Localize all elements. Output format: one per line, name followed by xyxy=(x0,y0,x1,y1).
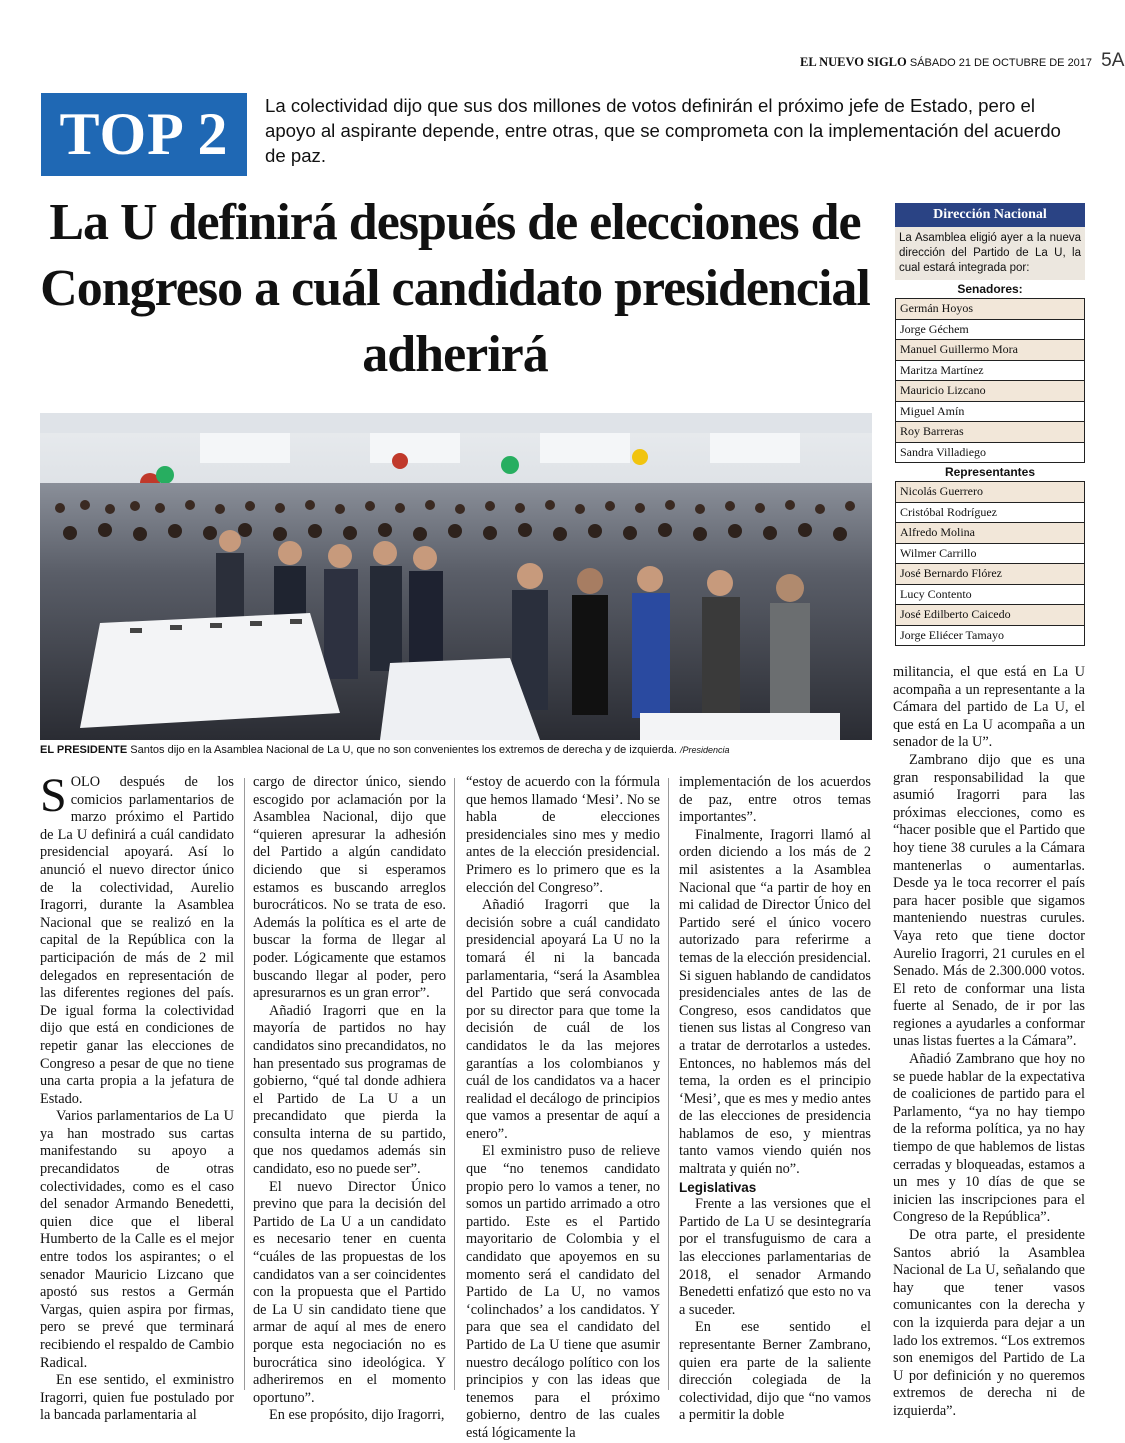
list-item: Cristóbal Rodríguez xyxy=(896,503,1084,524)
senators-heading: Senadores: xyxy=(957,282,1023,296)
caption-text: Santos dijo en la Asamblea Nacional de La U, que no son convenientes los extremos de derecha y de izquierda. xyxy=(127,744,681,756)
paragraph: El exministro puso de relieve que “no tenemos candidato propio pero lo vamos a tener, no somos un partido arrimado a otro partido. Este es el Partido mayoritario de Colombia y el candidato que apoyemos en su momento será el candidato del Partido de La U, no vamos ‘colinchados’ a los candidatos. Y para que sea el candidato del Partido de La U tiene que asumir nuestro decálogo político con los principios y con las ideas que tenemos para el próximo gobierno, dentro de las cuales está lógicamente la xyxy=(466,1143,660,1441)
sidebar-intro: La Asamblea eligió ayer a la nueva dirección del Partido de La U, la cual estará integrada por: xyxy=(895,227,1085,280)
list-item: Alfredo Molina xyxy=(896,523,1084,544)
kicker-text: La colectividad dijo que sus dos millones de votos definirán el próximo jefe de Estado, pero el apoyo al aspirante depende, entre otras, que se comprometa con la implementación del acuerdo de paz. xyxy=(265,95,1061,166)
paragraph: En ese propósito, dijo Iragorri, xyxy=(269,1407,445,1424)
paragraph: implementación de los acuerdos de paz, entre otros temas importantes”. xyxy=(679,774,871,826)
subheading-legislativas: Legislativas xyxy=(679,1179,757,1195)
caption-lead: EL PRESIDENTE xyxy=(40,744,128,756)
headline: La U definirá después de elecciones de Congreso a cuál candidato presidencial adherirá xyxy=(40,194,870,383)
article-column-1 xyxy=(40,769,234,1425)
representatives-list xyxy=(895,481,1085,646)
direction-sidebar xyxy=(895,203,1085,646)
issue-date: SÁBADO 21 DE OCTUBRE DE 2017 xyxy=(909,57,1093,69)
article-column-2 xyxy=(253,774,446,1425)
newspaper-name: EL NUEVO SIGLO xyxy=(800,55,907,69)
paragraph: Añadió Iragorri que en la mayoría de partidos no hay candidatos sino precandidatos, no han presentado sus programas de gobierno, “qué tal donde adhiera el Partido de La U a un precandidato que pierda la consulta interna de su partido, que nos quedamos además sin candidato, eso no puede ser”. xyxy=(253,1002,446,1178)
list-item: Mauricio Lizcano xyxy=(896,381,1084,402)
article-column-4 xyxy=(679,774,871,1425)
list-item: Wilmer Carrillo xyxy=(896,544,1084,565)
paragraph: De otra parte, el presidente Santos abrió la Asamblea Nacional de La U, señalando que hay que tener vasos comunicantes con la derecha y con la izquierda para dejar a un lado los extremos. “Los extremos son enemigos del Partido de La U por definición y no queremos extremos de derecha ni de izquierda”. xyxy=(893,1227,1085,1419)
list-item: Miguel Amín xyxy=(896,402,1084,423)
column-divider xyxy=(244,778,245,1390)
paragraph: El nuevo Director Único previno que para la decisión del Partido de La U a un candidato es necesario tener en cuenta “cuáles de las propuestas de los candidatos van a ser coincidentes con la propuesta que el Partido de La U sin candidato tiene que armar de aquí al mes de enero porque esta negociación no es burocrática sino ideológica. Y adheriremos en el momento oportuno”. xyxy=(253,1178,446,1406)
photo-illustration xyxy=(40,413,872,740)
paragraph: Varios parlamentarios de La U ya han mostrado sus cartas manifestando su apoyo a precandidatos de otras colectividades, como es el caso del senador Armando Benedetti, quien dice que el liberal Humberto de la Calle es el mejor entre todos los aspirantes; o el senador Mauricio Lizcano que apostó sus restos a Germán Vargas, quien aspira por firmas, pero se prevé que terminará recibiendo el respaldo de Cambio Radical. xyxy=(40,1108,234,1371)
paragraph: “estoy de acuerdo con la fórmula que hemos llamado ‘Mesi’. No se habla de elecciones presidenciales sino mes y medio antes de la elección presidencial. Primero es lo primero que es la elección del Congreso”. xyxy=(466,774,660,896)
section-tag: TOP 2 xyxy=(41,93,247,176)
drop-cap: S xyxy=(40,769,67,822)
paragraph: Añadió Zambrano que hoy no se puede hablar de la expectativa de coaliciones de partido para el Parlamento, “ya no hay tiempo de la reforma política, ya no hay tiempo de que hablemos de listas cerradas y bloqueadas, estamos a un mes y 10 días de que se inicien las inscripciones para el Congreso de la República”. xyxy=(893,1051,1085,1226)
paragraph: En ese sentido el representante Berner Zambrano, quien era parte de la saliente dirección colegiada de la colectividad, dijo que “no vamos a permitir la doble xyxy=(679,1319,871,1424)
paragraph: En ese sentido, el exministro Iragorri, quien fue postulado por la bancada parlamentaria al xyxy=(40,1372,234,1424)
assembly-photo xyxy=(40,413,872,740)
list-item: José Edilberto Caicedo xyxy=(896,605,1084,626)
list-item: Lucy Contento xyxy=(896,585,1084,606)
page-header xyxy=(800,50,1125,74)
photo-credit: /Presidencia xyxy=(680,745,730,755)
list-item: Roy Barreras xyxy=(896,422,1084,443)
paragraph: Finalmente, Iragorri llamó al orden diciendo a los más de 2 mil asistentes a la Asamblea Nacional que “a partir de hoy en mi calidad de Director Único del Partido seré el único vocero autorizado para referirme a temas de la elección presidencial. Si siguen hablando de candidatos presidenciales antes de las de Congreso, esos candidatos que tienen sus listas al Congreso van a tratar de derrotarlos a ustedes. Entonces, no hablemos más del tema, la orden es el principio ‘Mesi’, que es mes y medio antes de las elecciones de presidencia hablamos de eso, y mientras tanto vamos viendo quién nos maltrata y quién no”. xyxy=(679,826,871,1178)
sidebar-title: Dirección Nacional xyxy=(895,203,1085,227)
list-item: Sandra Villadiego xyxy=(900,444,987,459)
paragraph: Zambrano dijo que es una gran responsabilidad la que asumió Iragorri para las próximas elecciones, como es “hacer posible que el Partido que hoy tiene 38 curules a la Cámara mantenerlas o aumentarlas. Desde ya le toca recorrer el país para hacer posible que sigamos manteniendo nuestras curules. Vaya reto que tiene doctor Aurelio Iragorri, 21 curules en el Senado. Más de 2.300.000 votos. El reto de conformar una lista fuerte al Senado, de ir por las regiones a ayudarles a conformar unas listas fuertes a la Cámara”. xyxy=(893,751,1085,1050)
list-item: José Bernardo Flórez xyxy=(896,564,1084,585)
page-number: 5A xyxy=(1101,50,1125,71)
paragraph: Añadió Iragorri que la decisión sobre a cuál candidato presidencial apoyará La U no la tomará él ni la bancada parlamentaria, “será la Asamblea del Partido que será convocada por su director para que tome la decisión de cuál de los candidatos le da las mejores garantías a los colombianos y cuál de los candidatos va a hacer realidad el decálogo de principios que vamos a presentar de aquí a enero”. xyxy=(466,897,660,1142)
paragraph: cargo de director único, siendo escogido por aclamación por la Asamblea Nacional, dijo que “quieren apresurar la adhesión del Partido a algún candidato diciendo que si esperamos estamos es buscando arreglos burocráticos. No se trata de eso. Además la política es el arte de buscar la forma de llegar al poder. Lógicamente que estamos buscando llegar al poder, pero apresurarnos es un gran error”. xyxy=(253,774,446,1002)
list-item: Maritza Martínez xyxy=(896,361,1084,382)
representatives-heading: Representantes xyxy=(944,465,1036,479)
list-item: Germán Hoyos xyxy=(896,299,1084,320)
photo-caption xyxy=(40,744,875,756)
paragraph: militancia, el que está en La U acompaña a un representante a la Cámara del partido de La U, el que está en La U acompaña a un senador de la U”. xyxy=(893,664,1085,751)
article-column-3 xyxy=(466,774,660,1443)
list-item: Jorge Géchem xyxy=(896,320,1084,341)
column-divider xyxy=(668,778,669,1390)
list-item: Manuel Guillermo Mora xyxy=(896,340,1084,361)
list-item: Nicolás Guerrero xyxy=(896,482,1084,503)
paragraph: Frente a las versiones que el Partido de La U se desintegraría por el transfuguismo de cara a las elecciones parlamentarias de 2018, el senador Armando Benedetti enfatizó que esto no va a suceder. xyxy=(679,1196,871,1318)
article-column-5 xyxy=(893,664,1085,1421)
paragraph: OLO después de los comicios parlamentarios de marzo próximo el Partido de La U definirá a cuál candidato presidencial apoyará. Así lo anunció el nuevo director único de la colectividad, Aurelio Iragorri, durante la Asamblea Nacional que se realizó en la capital de la República con la participación de más de 2 mil delegados en representación de las diferentes regiones del país. De igual forma la colectividad dijo que está en condiciones de repetir ganar las elecciones de Congreso a pesar de que no tiene una carta propia a la jefatura de Estado. xyxy=(40,774,234,1107)
list-item: Jorge Eliécer Tamayo xyxy=(900,627,1005,642)
senators-list xyxy=(895,298,1085,463)
column-divider xyxy=(454,778,455,1390)
